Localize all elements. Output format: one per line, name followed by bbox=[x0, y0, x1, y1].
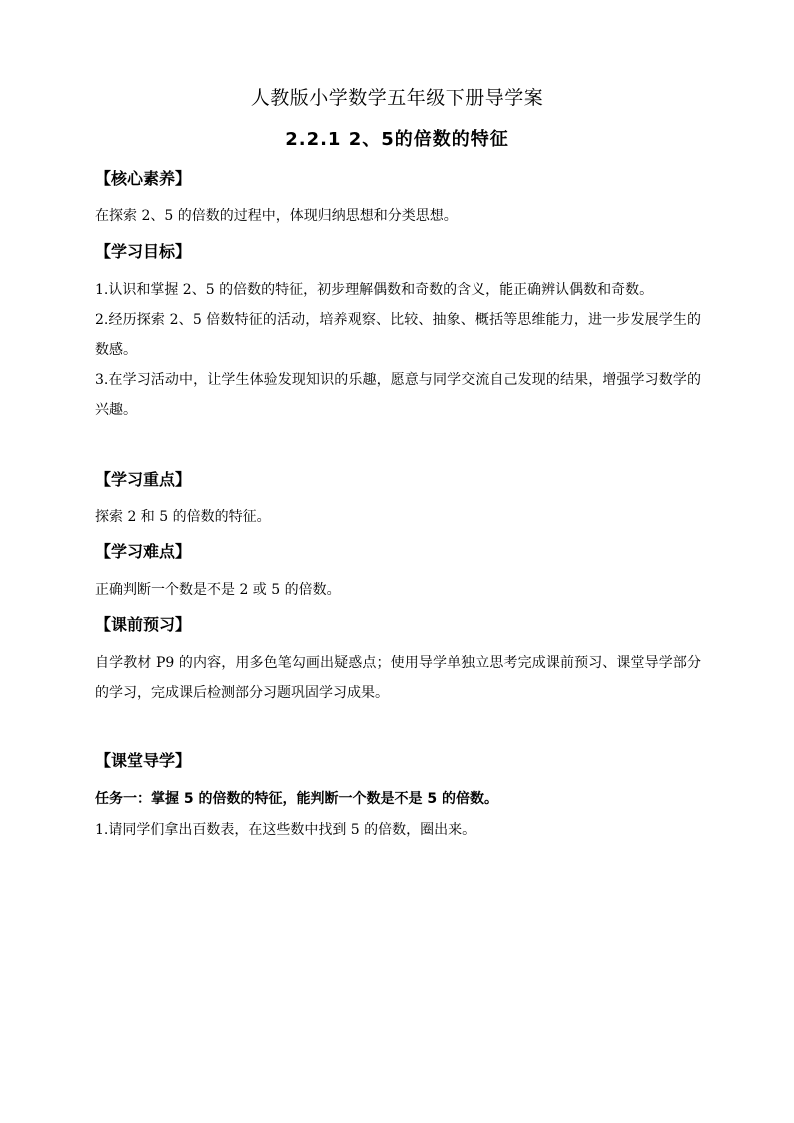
heading-preview: 【课前预习】 bbox=[95, 615, 192, 634]
objective-item-3: 3.在学习活动中，让学生体验发现知识的乐趣，愿意与同学交流自己发现的结果，增强学习数学的兴趣。 bbox=[95, 372, 701, 418]
task-one-title: 任务一：掌握 5 的倍数的特征，能判断一个数是不是 5 的倍数。 bbox=[95, 791, 498, 807]
document-title: 人教版小学数学五年级下册导学案 bbox=[250, 87, 544, 109]
task-one-content bbox=[95, 815, 701, 845]
objective-item-1: 1.认识和掌握 2、5 的倍数的特征，初步理解偶数和奇数的含义，能正确辨认偶数和奇数。 bbox=[95, 282, 654, 298]
heading-objectives: 【学习目标】 bbox=[95, 242, 192, 261]
preview-text bbox=[95, 648, 701, 708]
key-point-paragraph: 探索 2 和 5 的倍数的特征。 bbox=[95, 509, 271, 525]
core-literacy-paragraph: 在探索 2、5 的倍数的过程中，体现归纳思想和分类思想。 bbox=[95, 208, 458, 224]
heading-difficulty: 【学习难点】 bbox=[95, 542, 192, 561]
difficulty-text bbox=[95, 575, 701, 605]
heading-classroom: 【课堂导学】 bbox=[95, 751, 192, 770]
task-one-item-1: 1.请同学们拿出百数表，在这些数中找到 5 的倍数，圈出来。 bbox=[95, 822, 477, 838]
key-point-text bbox=[95, 502, 701, 532]
difficulty-paragraph: 正确判断一个数是不是 2 或 5 的倍数。 bbox=[95, 582, 341, 598]
preview-paragraph: 自学教材 P9 的内容，用多色笔勾画出疑惑点；使用导学单独立思考完成课前预习、课堂导学部分的学习，完成课后检测部分习题巩固学习成果。 bbox=[95, 655, 701, 701]
heading-key-point: 【学习重点】 bbox=[95, 470, 192, 489]
heading-core-literacy: 【核心素养】 bbox=[95, 169, 192, 188]
lesson-title: 2.2.1 2、5的倍数的特征 bbox=[285, 129, 509, 150]
objective-item-2: 2.经历探索 2、5 倍数特征的活动，培养观察、比较、抽象、概括等思维能力，进一步发展学生的数感。 bbox=[95, 312, 701, 358]
core-literacy-text bbox=[95, 201, 701, 231]
objectives-list bbox=[95, 275, 701, 425]
